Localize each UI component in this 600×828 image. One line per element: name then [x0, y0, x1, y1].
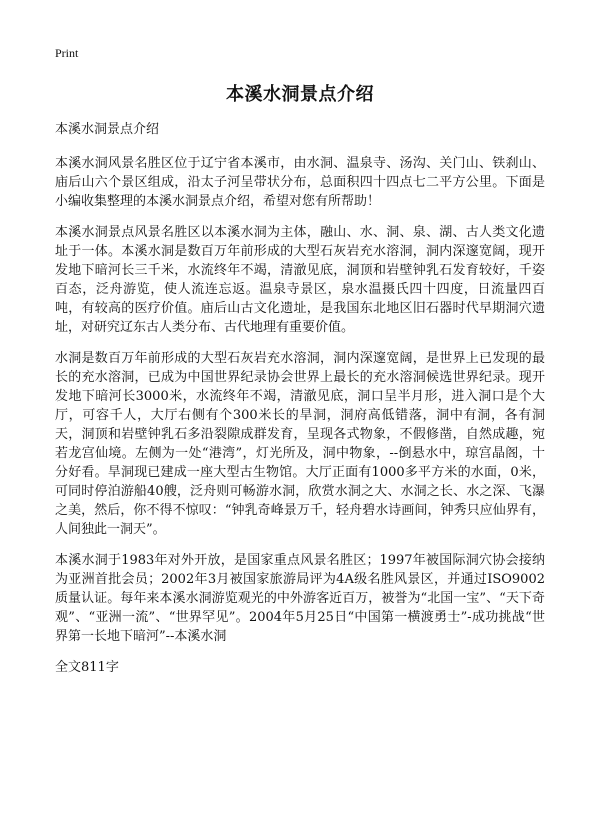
- paragraph-intro: 本溪水洞风景名胜区位于辽宁省本溪市，由水洞、温泉寺、汤沟、关门山、铁刹山、庙后山六个景区组成，沿太子河呈带状分布，总面积四十四点七二平方公里。下面是小编收集整理的本溪水洞景点介绍，希望对您有所帮助！: [55, 156, 545, 209]
- paragraph-cave-details: 水洞是数百万年前形成的大型石灰岩充水溶洞，洞内深邃宽阔，是世界上已发现的最长的充水溶洞，已成为中国世界纪录协会世界上最长的充水溶洞候选世界纪录。现开发地下暗河长3000米，水流终年不竭，清澈见底，洞口呈半月形，进入洞口是个大厅，可容千人，大厅右侧有个300米长的旱洞，洞府高低错落，洞中有洞，各有洞天，洞顶和岩壁钟乳石多沿裂隙成群发育，呈现各式物象，不假修凿，自然成趣，宛若龙宫仙境。左侧为一处“港湾”，灯光所及，洞中物象，--倒悬水中，琼宫晶阁，十分好看。旱洞现已建成一座大型古生物馆。大厅正面有1000多平方米的水面，0米，可同时停泊游船40艘，泛舟则可畅游水洞，欣赏水洞之大、水洞之长、水之深、飞瀑之美，然后，你不得不惊叹：“钟乳奇峰景万千，轻舟碧水诗画间，钟秀只应仙界有，人间独此一洞天”。: [55, 351, 545, 537]
- page-title: 本溪水洞景点介绍: [226, 84, 374, 105]
- paragraph-history: 本溪水洞于1983年对外开放，是国家重点风景名胜区；1997年被国际洞穴协会接纳为亚洲首批会员；2002年3月被国家旅游局评为4A级名胜风景区，并通过ISO9002质量认证。每年来本溪水洞游览观光的中外游客近百万，被誉为“北国一宝”、“天下奇观”、“亚洲一流”、“世界罕见”。2004年5月25日“中国第一横渡勇士”-成功挑战“世界第一长地下暗河”--本溪水洞: [55, 553, 545, 644]
- article-body: [55, 120, 545, 678]
- paragraph-overview: 本溪水洞景点风景名胜区以本溪水洞为主体，融山、水、洞、泉、湖、古人类文化遗址于一体。本溪水洞是数百万年前形成的大型石灰岩充水溶洞，洞内深邃宽阔，现开发地下暗河长三千米，水流终年不竭，清澈见底，洞顶和岩壁钟乳石发育较好，千姿百态，泛舟游览，使人流连忘返。温泉寺景区，泉水温摄氏四十四度，日流量四百吨，有较高的医疗价值。庙后山古文化遗址，是我国东北地区旧石器时代早期洞穴遗址，对研究辽东古人类分布、古代地理有重要价值。: [55, 225, 545, 335]
- word-count: 全文811字: [55, 660, 119, 675]
- print-link[interactable]: Print: [55, 46, 79, 60]
- article-subtitle: 本溪水洞景点介绍: [55, 122, 160, 137]
